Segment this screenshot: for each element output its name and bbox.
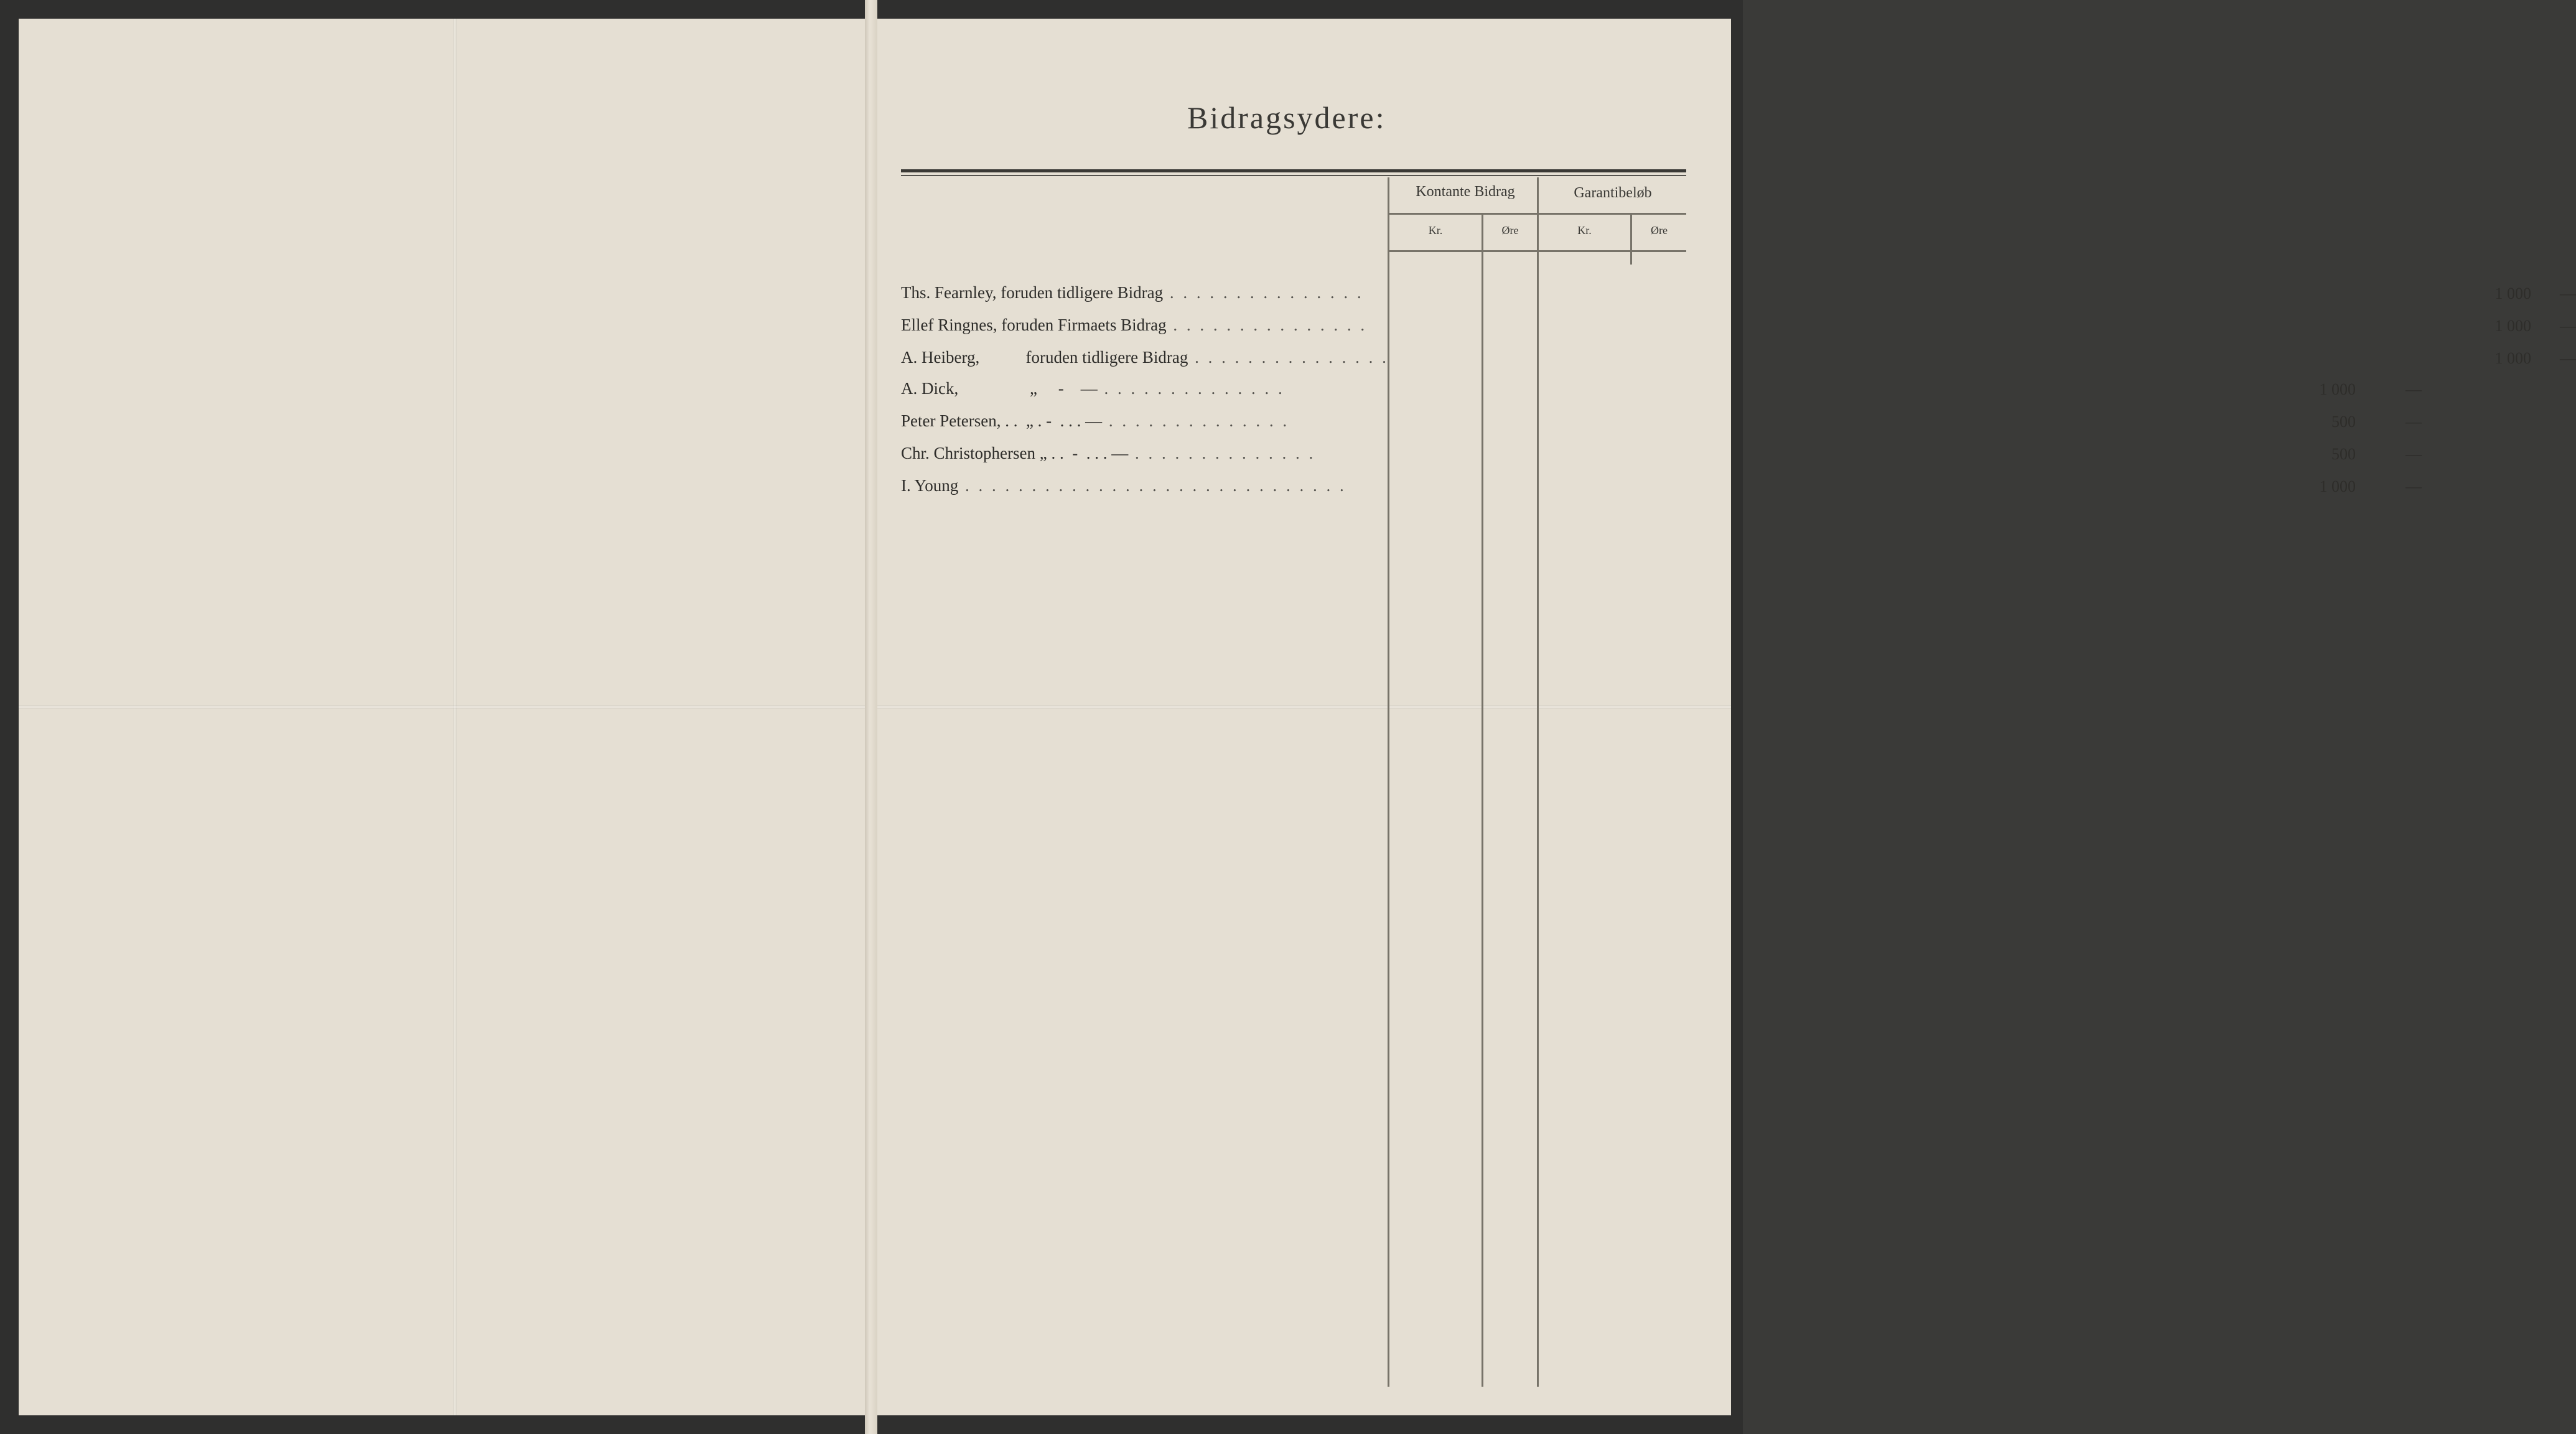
- kontant-ore: —: [2406, 380, 2422, 398]
- column-divider: [1630, 215, 1632, 265]
- kontant-ore: —: [2406, 413, 2422, 431]
- subheader-kr: Kr.: [1577, 224, 1592, 237]
- kontant-kr: 1 000: [2319, 380, 2356, 398]
- page-spine: [865, 0, 877, 1434]
- column-divider: [1482, 215, 1483, 1387]
- header-rule-thin: [901, 175, 1686, 176]
- subheader-ore: Øre: [1501, 224, 1519, 237]
- contributor-name: Ellef Ringnes, foruden Firmaets Bidrag . . . . . . . . . . . . . . .: [901, 316, 1368, 334]
- contributor-name: Ths. Fearnley, foruden tidligere Bidrag . . . . . . . . . . . . . . .: [901, 283, 1364, 302]
- contributor-name: A. Heiberg, foruden tidligere Bidrag . . . . . . . . . . . . . . .: [901, 348, 1389, 367]
- kontant-ore: —: [2406, 477, 2422, 495]
- kontant-ore: —: [2406, 445, 2422, 463]
- contributor-name: A. Dick, „ - — . . . . . . . . . . . . . .: [901, 379, 1285, 398]
- kontant-kr: 500: [2331, 445, 2356, 463]
- column-header-kontante: Kontante Bidrag: [1416, 184, 1515, 200]
- kontant-kr: 1 000: [2319, 477, 2356, 495]
- contributor-name: I. Young . . . . . . . . . . . . . . . . . . . . . . . . . . . . .: [901, 476, 1346, 495]
- garanti-kr: 1 000: [2494, 317, 2531, 335]
- contributor-name: Chr. Christophersen „ . . - . . . — . . . . . . . . . . . . . .: [901, 444, 1316, 462]
- garanti-kr: 1 000: [2494, 349, 2531, 367]
- subheader-rule: [1388, 213, 1686, 215]
- fold-line-horizontal: [877, 705, 1731, 709]
- header-rule-thick: [901, 169, 1686, 172]
- column-divider: [1537, 177, 1539, 1387]
- fold-line-horizontal: [19, 705, 865, 709]
- garanti-kr: 1 000: [2494, 284, 2531, 302]
- fold-line-vertical: [453, 19, 457, 1415]
- subheader-ore: Øre: [1651, 224, 1668, 237]
- left-page-blank: [19, 19, 865, 1415]
- subheader-kr: Kr.: [1428, 224, 1443, 237]
- contributor-name: Peter Petersen, . . „ . - . . . — . . . . . . . . . . . . . .: [901, 411, 1290, 430]
- page-title: Bidragsydere:: [1187, 100, 1386, 135]
- garanti-ore: —: [2560, 317, 2576, 335]
- garanti-ore: —: [2560, 349, 2576, 367]
- garanti-ore: —: [2560, 284, 2576, 302]
- subheader-rule: [1388, 250, 1686, 252]
- column-header-garanti: Garantibeløb: [1574, 185, 1652, 201]
- kontant-kr: 500: [2331, 413, 2356, 431]
